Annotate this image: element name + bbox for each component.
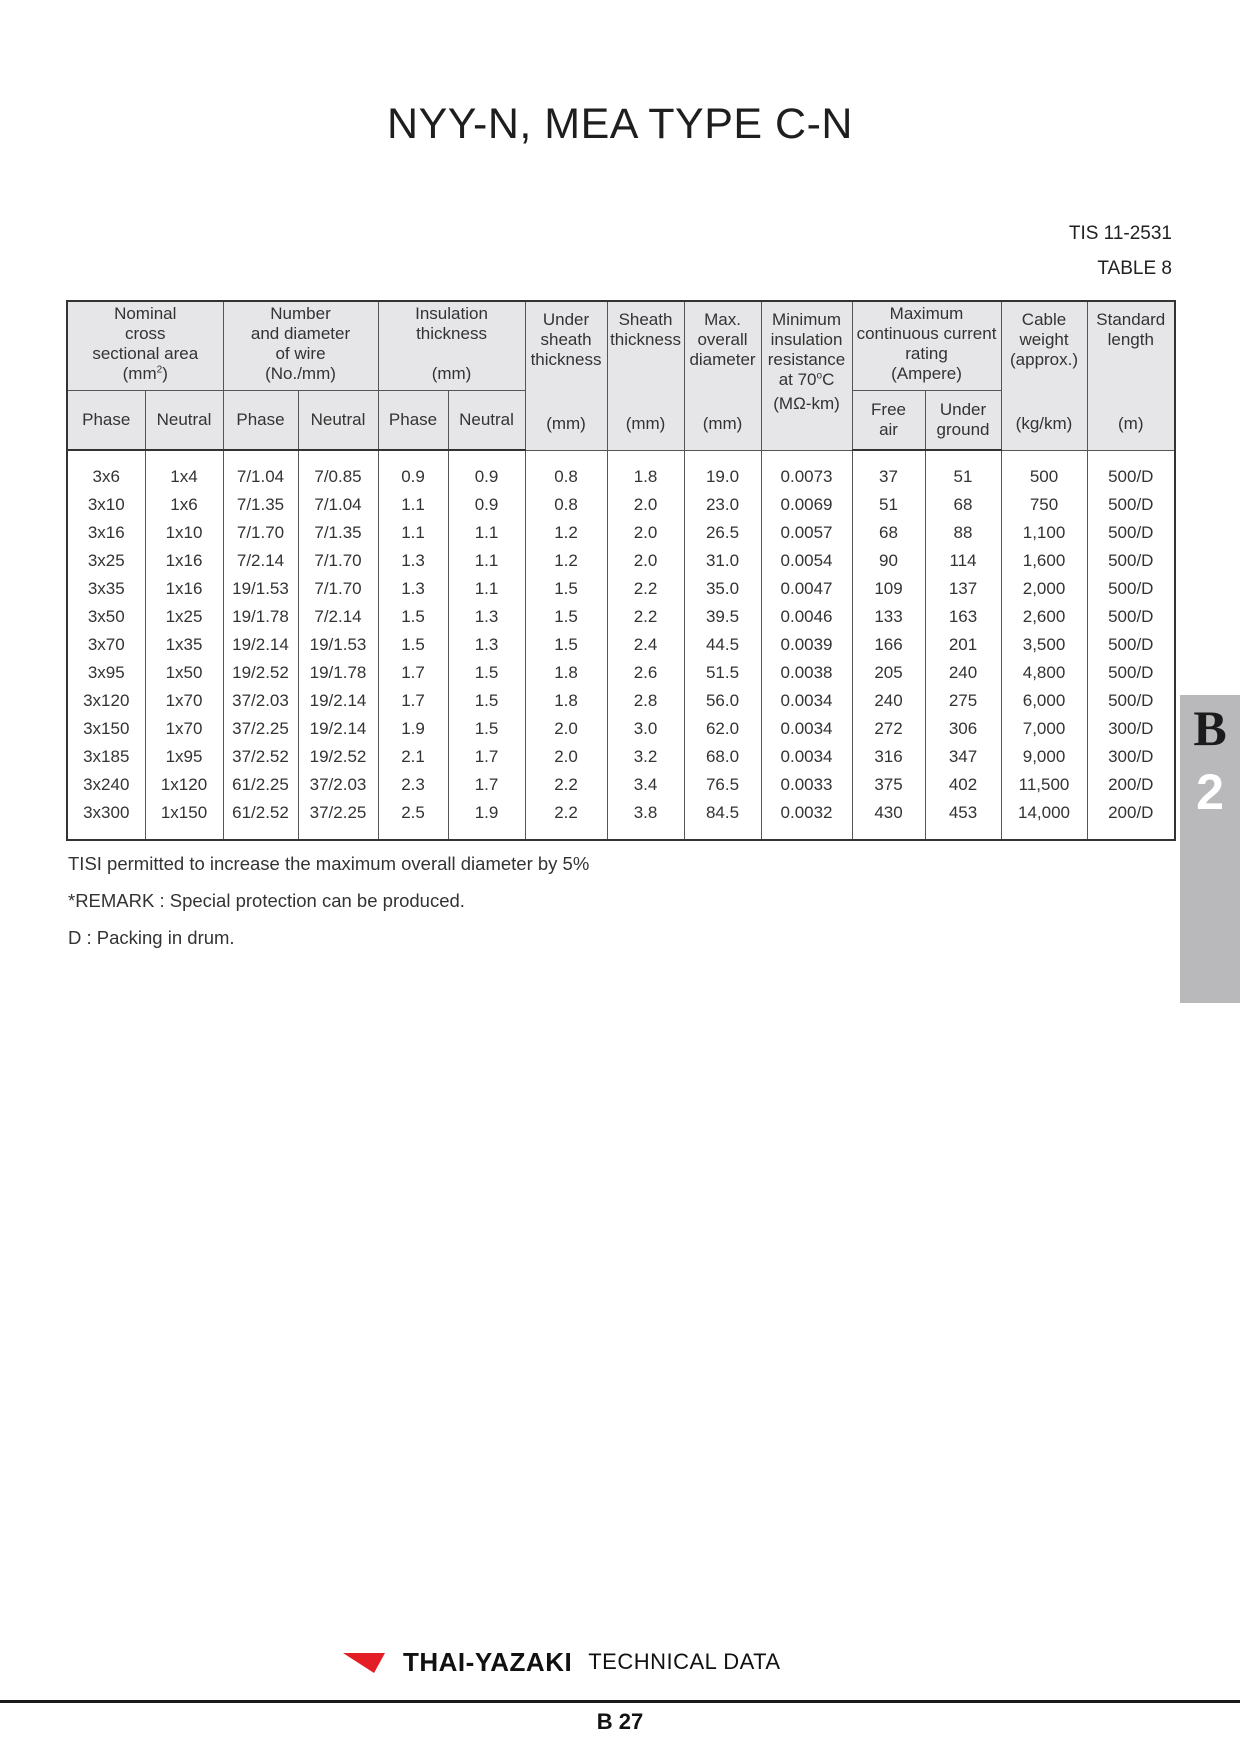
- cell-current-free-air: 316: [852, 743, 925, 771]
- footer-brand: [343, 1647, 781, 1677]
- table-row: [67, 603, 1175, 631]
- cell-sheath: 1.8: [607, 450, 684, 491]
- cell-standard-length: 500/D: [1087, 547, 1175, 575]
- brand-name: THAI-YAZAKI: [403, 1646, 573, 1677]
- cell-current-free-air: 90: [852, 547, 925, 575]
- cell-sheath: 3.8: [607, 799, 684, 840]
- cell-nominal-phase: 3x16: [67, 519, 145, 547]
- cell-cable-weight: 2,000: [1001, 575, 1087, 603]
- cell-cable-weight: 7,000: [1001, 715, 1087, 743]
- cell-sheath: 3.4: [607, 771, 684, 799]
- cell-current-free-air: 430: [852, 799, 925, 840]
- cell-insulation-neutral: 0.9: [448, 450, 525, 491]
- cell-insulation-resistance: 0.0039: [761, 631, 852, 659]
- cell-nominal-neutral: 1x6: [145, 491, 223, 519]
- subheader-under-ground: Under ground: [925, 391, 1001, 451]
- cell-under-sheath: 1.5: [525, 631, 607, 659]
- cell-insulation-neutral: 1.1: [448, 575, 525, 603]
- cell-sheath: 2.0: [607, 547, 684, 575]
- cell-under-sheath: 2.2: [525, 771, 607, 799]
- cell-current-free-air: 68: [852, 519, 925, 547]
- cell-nominal-neutral: 1x25: [145, 603, 223, 631]
- cell-cable-weight: 1,100: [1001, 519, 1087, 547]
- cell-nominal-phase: 3x70: [67, 631, 145, 659]
- header-standard-length: Standard length (m): [1087, 301, 1175, 450]
- cell-current-under-ground: 163: [925, 603, 1001, 631]
- cell-insulation-neutral: 1.5: [448, 659, 525, 687]
- cell-wire-neutral: 37/2.03: [298, 771, 378, 799]
- cell-insulation-resistance: 0.0032: [761, 799, 852, 840]
- cable-spec-table: [66, 300, 1176, 841]
- cell-wire-neutral: 19/1.53: [298, 631, 378, 659]
- cell-insulation-resistance: 0.0034: [761, 687, 852, 715]
- cell-current-under-ground: 201: [925, 631, 1001, 659]
- cell-nominal-neutral: 1x35: [145, 631, 223, 659]
- cell-under-sheath: 2.0: [525, 715, 607, 743]
- cell-max-diameter: 31.0: [684, 547, 761, 575]
- cell-under-sheath: 1.8: [525, 659, 607, 687]
- cell-max-diameter: 76.5: [684, 771, 761, 799]
- cell-nominal-neutral: 1x16: [145, 547, 223, 575]
- cell-wire-phase: 19/1.78: [223, 603, 298, 631]
- cell-nominal-phase: 3x120: [67, 687, 145, 715]
- cell-wire-phase: 19/1.53: [223, 575, 298, 603]
- header-current-rating: Maximum continuous current rating (Ampere): [852, 301, 1001, 391]
- cell-current-under-ground: 114: [925, 547, 1001, 575]
- cell-standard-length: 300/D: [1087, 743, 1175, 771]
- cell-current-free-air: 272: [852, 715, 925, 743]
- footer-divider: [0, 1700, 1240, 1703]
- note-packing: D : Packing in drum.: [68, 927, 235, 948]
- cell-nominal-phase: 3x50: [67, 603, 145, 631]
- cell-max-diameter: 19.0: [684, 450, 761, 491]
- cell-sheath: 3.0: [607, 715, 684, 743]
- cell-standard-length: 500/D: [1087, 491, 1175, 519]
- cell-wire-phase: 61/2.52: [223, 799, 298, 840]
- cell-insulation-phase: 1.5: [378, 603, 448, 631]
- cell-under-sheath: 1.2: [525, 547, 607, 575]
- cell-wire-phase: 37/2.25: [223, 715, 298, 743]
- cell-current-free-air: 205: [852, 659, 925, 687]
- cell-current-free-air: 240: [852, 687, 925, 715]
- cell-current-free-air: 37: [852, 450, 925, 491]
- cell-nominal-neutral: 1x120: [145, 771, 223, 799]
- header-wire: Number and diameter of wire (No./mm): [223, 301, 378, 391]
- cell-nominal-phase: 3x10: [67, 491, 145, 519]
- cell-sheath: 2.4: [607, 631, 684, 659]
- cell-insulation-phase: 1.1: [378, 491, 448, 519]
- cell-current-under-ground: 240: [925, 659, 1001, 687]
- subheader-neutral: Neutral: [145, 391, 223, 451]
- cell-insulation-resistance: 0.0047: [761, 575, 852, 603]
- cell-wire-neutral: 7/1.70: [298, 575, 378, 603]
- cell-wire-neutral: 37/2.25: [298, 799, 378, 840]
- cell-current-under-ground: 51: [925, 450, 1001, 491]
- cell-wire-phase: 19/2.14: [223, 631, 298, 659]
- cell-wire-neutral: 7/1.70: [298, 547, 378, 575]
- cell-cable-weight: 1,600: [1001, 547, 1087, 575]
- table-row: [67, 715, 1175, 743]
- cell-insulation-neutral: 1.3: [448, 603, 525, 631]
- cell-nominal-neutral: 1x95: [145, 743, 223, 771]
- cell-wire-phase: 7/1.70: [223, 519, 298, 547]
- cell-cable-weight: 14,000: [1001, 799, 1087, 840]
- cell-current-free-air: 133: [852, 603, 925, 631]
- cell-insulation-neutral: 1.9: [448, 799, 525, 840]
- subheader-neutral: Neutral: [298, 391, 378, 451]
- page-title: NYY-N, MEA TYPE C-N: [387, 100, 853, 148]
- cell-insulation-resistance: 0.0034: [761, 743, 852, 771]
- cell-max-diameter: 84.5: [684, 799, 761, 840]
- cell-standard-length: 500/D: [1087, 575, 1175, 603]
- cell-standard-length: 500/D: [1087, 603, 1175, 631]
- note-remark: *REMARK : Special protection can be produced.: [68, 890, 465, 911]
- cell-current-under-ground: 68: [925, 491, 1001, 519]
- cell-nominal-phase: 3x35: [67, 575, 145, 603]
- subheader-phase: Phase: [67, 391, 145, 451]
- cell-insulation-resistance: 0.0034: [761, 715, 852, 743]
- cell-wire-neutral: 7/1.35: [298, 519, 378, 547]
- cell-cable-weight: 500: [1001, 450, 1087, 491]
- cell-sheath: 2.2: [607, 575, 684, 603]
- cell-wire-neutral: 19/2.52: [298, 743, 378, 771]
- cell-insulation-resistance: 0.0073: [761, 450, 852, 491]
- cell-under-sheath: 1.2: [525, 519, 607, 547]
- cell-insulation-resistance: 0.0046: [761, 603, 852, 631]
- cell-sheath: 2.0: [607, 519, 684, 547]
- table-row: [67, 450, 1175, 491]
- cell-current-under-ground: 137: [925, 575, 1001, 603]
- header-insulation: Insulation thickness (mm): [378, 301, 525, 391]
- cell-standard-length: 500/D: [1087, 631, 1175, 659]
- cell-current-free-air: 51: [852, 491, 925, 519]
- cell-cable-weight: 6,000: [1001, 687, 1087, 715]
- note-diameter-tolerance: TISI permitted to increase the maximum overall diameter by 5%: [68, 853, 590, 874]
- cell-wire-phase: 61/2.25: [223, 771, 298, 799]
- cell-under-sheath: 1.8: [525, 687, 607, 715]
- subheader-phase: Phase: [223, 391, 298, 451]
- cell-insulation-phase: 1.3: [378, 547, 448, 575]
- cell-under-sheath: 1.5: [525, 603, 607, 631]
- cell-standard-length: 200/D: [1087, 771, 1175, 799]
- cell-current-free-air: 375: [852, 771, 925, 799]
- cell-wire-neutral: 7/2.14: [298, 603, 378, 631]
- section-side-tab: [1180, 695, 1240, 1003]
- header-sheath: Sheath thickness (mm): [607, 301, 684, 450]
- cell-cable-weight: 9,000: [1001, 743, 1087, 771]
- cell-insulation-phase: 2.5: [378, 799, 448, 840]
- cell-wire-neutral: 19/2.14: [298, 715, 378, 743]
- cell-current-free-air: 166: [852, 631, 925, 659]
- cell-wire-neutral: 19/1.78: [298, 659, 378, 687]
- cell-insulation-phase: 1.7: [378, 687, 448, 715]
- cell-insulation-neutral: 1.1: [448, 547, 525, 575]
- cell-sheath: 3.2: [607, 743, 684, 771]
- cell-nominal-phase: 3x300: [67, 799, 145, 840]
- red-arrow-logo-icon: [343, 1650, 385, 1674]
- cell-under-sheath: 2.2: [525, 799, 607, 840]
- table-row: [67, 743, 1175, 771]
- cell-max-diameter: 62.0: [684, 715, 761, 743]
- brand-tagline: TECHNICAL DATA: [588, 1649, 781, 1674]
- cell-max-diameter: 39.5: [684, 603, 761, 631]
- section-number: 2: [1196, 764, 1224, 820]
- cell-under-sheath: 1.5: [525, 575, 607, 603]
- cell-max-diameter: 56.0: [684, 687, 761, 715]
- subheader-free-air: Free air: [852, 391, 925, 451]
- cell-current-under-ground: 453: [925, 799, 1001, 840]
- section-letter: B: [1193, 700, 1227, 756]
- table-row: [67, 799, 1175, 840]
- cell-insulation-neutral: 1.7: [448, 771, 525, 799]
- cell-wire-neutral: 19/2.14: [298, 687, 378, 715]
- cell-insulation-neutral: 1.5: [448, 715, 525, 743]
- cell-standard-length: 500/D: [1087, 519, 1175, 547]
- header-under-sheath: Under sheath thickness (mm): [525, 301, 607, 450]
- cell-standard-length: 300/D: [1087, 715, 1175, 743]
- cell-nominal-neutral: 1x70: [145, 687, 223, 715]
- subheader-phase: Phase: [378, 391, 448, 451]
- table-row: [67, 575, 1175, 603]
- cell-nominal-neutral: 1x16: [145, 575, 223, 603]
- cell-wire-neutral: 7/1.04: [298, 491, 378, 519]
- table-row: [67, 519, 1175, 547]
- standard-reference: TIS 11-2531: [1068, 223, 1172, 244]
- cell-max-diameter: 68.0: [684, 743, 761, 771]
- notes: [68, 853, 589, 964]
- table-body: [67, 450, 1175, 840]
- cell-sheath: 2.2: [607, 603, 684, 631]
- header-max-diameter: Max. overall diameter (mm): [684, 301, 761, 450]
- page-number: B 27: [596, 1709, 644, 1734]
- cell-nominal-phase: 3x25: [67, 547, 145, 575]
- cell-sheath: 2.8: [607, 687, 684, 715]
- header-row-main: [67, 301, 1175, 391]
- cell-insulation-neutral: 1.3: [448, 631, 525, 659]
- cell-insulation-neutral: 1.5: [448, 687, 525, 715]
- cell-standard-length: 500/D: [1087, 450, 1175, 491]
- cell-insulation-resistance: 0.0069: [761, 491, 852, 519]
- cell-insulation-phase: 1.5: [378, 631, 448, 659]
- cell-under-sheath: 0.8: [525, 491, 607, 519]
- cell-nominal-neutral: 1x50: [145, 659, 223, 687]
- cell-insulation-phase: 1.7: [378, 659, 448, 687]
- table-reference: TABLE 8: [1097, 258, 1172, 279]
- cell-insulation-phase: 1.9: [378, 715, 448, 743]
- cell-max-diameter: 35.0: [684, 575, 761, 603]
- cell-current-under-ground: 306: [925, 715, 1001, 743]
- cell-cable-weight: 3,500: [1001, 631, 1087, 659]
- cell-nominal-phase: 3x6: [67, 450, 145, 491]
- cell-insulation-resistance: 0.0038: [761, 659, 852, 687]
- cell-wire-phase: 7/1.04: [223, 450, 298, 491]
- cell-nominal-phase: 3x185: [67, 743, 145, 771]
- cell-current-under-ground: 275: [925, 687, 1001, 715]
- cell-nominal-phase: 3x95: [67, 659, 145, 687]
- table-row: [67, 491, 1175, 519]
- table-row: [67, 631, 1175, 659]
- cell-current-free-air: 109: [852, 575, 925, 603]
- cell-cable-weight: 2,600: [1001, 603, 1087, 631]
- cell-cable-weight: 4,800: [1001, 659, 1087, 687]
- cell-sheath: 2.0: [607, 491, 684, 519]
- cell-current-under-ground: 347: [925, 743, 1001, 771]
- cell-under-sheath: 0.8: [525, 450, 607, 491]
- cell-nominal-phase: 3x150: [67, 715, 145, 743]
- cell-nominal-neutral: 1x70: [145, 715, 223, 743]
- cell-max-diameter: 26.5: [684, 519, 761, 547]
- cell-insulation-phase: 0.9: [378, 450, 448, 491]
- cell-insulation-resistance: 0.0033: [761, 771, 852, 799]
- table-row: [67, 547, 1175, 575]
- cell-nominal-phase: 3x240: [67, 771, 145, 799]
- subheader-neutral: Neutral: [448, 391, 525, 451]
- cell-current-under-ground: 402: [925, 771, 1001, 799]
- cell-standard-length: 500/D: [1087, 659, 1175, 687]
- logo-shape: [343, 1653, 385, 1673]
- cell-max-diameter: 51.5: [684, 659, 761, 687]
- cell-insulation-phase: 2.3: [378, 771, 448, 799]
- cell-max-diameter: 44.5: [684, 631, 761, 659]
- table-row: [67, 687, 1175, 715]
- cell-current-under-ground: 88: [925, 519, 1001, 547]
- cell-insulation-phase: 1.3: [378, 575, 448, 603]
- cell-wire-phase: 37/2.52: [223, 743, 298, 771]
- cell-insulation-neutral: 0.9: [448, 491, 525, 519]
- cell-standard-length: 200/D: [1087, 799, 1175, 840]
- cell-nominal-neutral: 1x4: [145, 450, 223, 491]
- cell-insulation-phase: 2.1: [378, 743, 448, 771]
- cell-cable-weight: 11,500: [1001, 771, 1087, 799]
- cell-standard-length: 500/D: [1087, 687, 1175, 715]
- cell-insulation-resistance: 0.0054: [761, 547, 852, 575]
- table-row: [67, 659, 1175, 687]
- cell-insulation-phase: 1.1: [378, 519, 448, 547]
- cell-under-sheath: 2.0: [525, 743, 607, 771]
- cell-wire-neutral: 7/0.85: [298, 450, 378, 491]
- cell-insulation-resistance: 0.0057: [761, 519, 852, 547]
- header-insulation-resistance: Minimum insulation resistance at 70$^o$C (MΩ-km): [761, 301, 852, 450]
- cell-wire-phase: 7/2.14: [223, 547, 298, 575]
- header-cable-weight: Cable weight (approx.) (kg/km): [1001, 301, 1087, 450]
- header-nominal-area: Nominal cross sectional area $(mm^2)$: [67, 301, 223, 391]
- cell-sheath: 2.6: [607, 659, 684, 687]
- cell-cable-weight: 750: [1001, 491, 1087, 519]
- cell-wire-phase: 37/2.03: [223, 687, 298, 715]
- cell-insulation-neutral: 1.7: [448, 743, 525, 771]
- table-row: [67, 771, 1175, 799]
- cell-nominal-neutral: 1x10: [145, 519, 223, 547]
- cell-nominal-neutral: 1x150: [145, 799, 223, 840]
- cell-wire-phase: 7/1.35: [223, 491, 298, 519]
- cell-max-diameter: 23.0: [684, 491, 761, 519]
- cell-insulation-neutral: 1.1: [448, 519, 525, 547]
- cell-wire-phase: 19/2.52: [223, 659, 298, 687]
